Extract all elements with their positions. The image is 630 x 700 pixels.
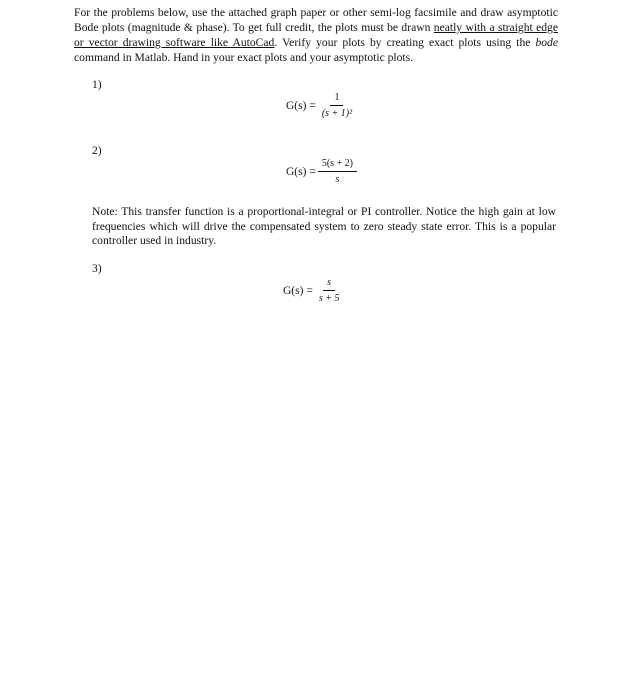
problem-2-number: 2) bbox=[92, 144, 102, 157]
problem-3-lhs: G(s) = bbox=[283, 285, 313, 297]
problem-2-denominator: s bbox=[335, 174, 340, 185]
problem-3-number: 3) bbox=[92, 262, 102, 275]
problem-3-denominator: s + 5 bbox=[318, 293, 340, 304]
instructions-text-2: . Verify your plots by creating exact plots using the bbox=[274, 36, 536, 49]
problem-2-numerator: 5(s + 2) bbox=[318, 158, 357, 172]
problem-3-fraction bbox=[315, 277, 344, 305]
instructions-italic-command: bode bbox=[535, 36, 558, 49]
problem-3-numerator: s bbox=[323, 277, 335, 291]
problem-1-equation bbox=[286, 92, 356, 120]
problem-1-denominator: (s + 1)² bbox=[321, 108, 353, 119]
problem-3-equation bbox=[283, 277, 343, 305]
problem-2-fraction bbox=[318, 158, 357, 186]
pi-controller-note: Note: This transfer function is a proportional-integral or PI controller. Notice the high gain at low frequencies which will drive the compensated system to zero steady state error. This is a popular controller used in industry. bbox=[92, 205, 556, 247]
instructions-text-3: command in Matlab. Hand in your exact plots and your asymptotic plots. bbox=[74, 51, 414, 64]
problem-2-equation bbox=[286, 158, 357, 186]
problem-1-fraction bbox=[318, 92, 356, 120]
problem-2-lhs: G(s) = bbox=[286, 166, 316, 178]
problem-1-lhs: G(s) = bbox=[286, 100, 316, 112]
instructions-underlined-text: neatly with a straight edge or vector drawing software like AutoCad bbox=[74, 21, 558, 49]
problem-1-numerator: 1 bbox=[330, 92, 343, 106]
problem-1-number: 1) bbox=[92, 78, 102, 91]
instructions-text-1: For the problems below, use the attached graph paper or other semi-log facsimile and draw asymptotic Bode plots (magnitude & phase). To get full credit, the plots must be drawn bbox=[74, 6, 558, 34]
instructions-paragraph bbox=[74, 5, 558, 65]
